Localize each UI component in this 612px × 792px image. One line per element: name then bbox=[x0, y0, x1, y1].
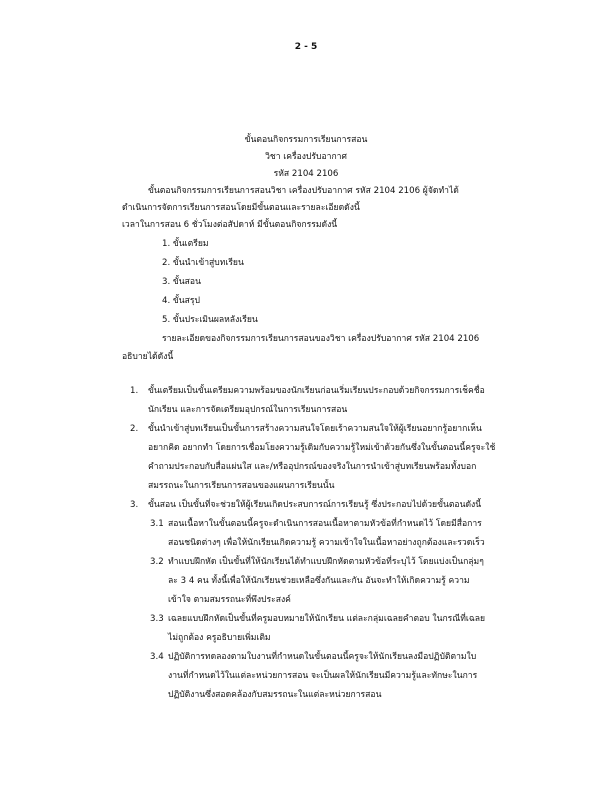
item-number: 1. bbox=[130, 386, 139, 396]
subitem-line: ไม่ถูกต้อง ครูอธิบายเพิ่มเติม bbox=[168, 633, 271, 643]
item-line: ขั้นเตรียมเป็นขั้นเตรียมความพร้อมของนักเรียนก่อนเริ่มเรียนประกอบด้วยกิจกรรมการเช็คชื่อ bbox=[148, 386, 485, 396]
item-line: สมรรถนะในการเรียนการสอนของแผนการเรียนนั้น bbox=[148, 481, 335, 491]
subitem-number: 3.1 bbox=[150, 519, 164, 529]
item-number: 2. bbox=[130, 424, 139, 434]
subitem-number: 3.3 bbox=[150, 614, 164, 624]
detail-intro: อธิบายได้ดังนี้ bbox=[122, 352, 174, 362]
subitem-number: 3.4 bbox=[150, 652, 164, 662]
step-list-item: 5. ขั้นประเมินผลหลังเรียน bbox=[162, 315, 258, 325]
item-line: นักเรียน และการจัดเตรียมอุปกรณ์ในการเรียนการสอน bbox=[148, 405, 348, 415]
step-list-item: 3. ขั้นสอน bbox=[162, 277, 201, 287]
subitem-line: ละ 3 4 คน ทั้งนี้เพื่อให้นักเรียนช่วยเหลือซึ่งกันและกัน อันจะทำให้เกิดความรู้ ความ bbox=[168, 576, 470, 586]
item-line: คำถามประกอบกับสื่อแผ่นใส และ/หรืออุปกรณ์ของจริงในการนำเข้าสู่บทเรียนพร้อมทั้งบอก bbox=[148, 462, 477, 472]
subitem-line: สอนเนื้อหาในขั้นตอนนี้ครูจะดำเนินการสอนเนื้อหาตามหัวข้อที่กำหนดไว้ โดยมีสื่อการ bbox=[168, 519, 482, 529]
step-list-item: 1. ขั้นเตรียม bbox=[162, 239, 209, 249]
step-list-item: 2. ขั้นนำเข้าสู่บทเรียน bbox=[162, 258, 244, 268]
subitem-line: ทำแบบฝึกหัด เป็นขั้นที่ให้นักเรียนได้ทำแบบฝึกหัดตามหัวข้อที่ระบุไว้ โดยแบ่งเป็นกลุ่มๆ bbox=[168, 557, 484, 567]
doc-code: รหัส 2104 2106 bbox=[273, 169, 339, 179]
intro-line: ดำเนินการจัดการเรียนการสอนโดยมีขั้นตอนและรายละเอียดดังนี้ bbox=[122, 203, 360, 213]
item-number: 3. bbox=[130, 500, 139, 510]
subitem-line: เข้าใจ ตามสมรรถนะที่พึงประสงค์ bbox=[168, 595, 291, 605]
subitem-number: 3.2 bbox=[150, 557, 164, 567]
intro-line: ขั้นตอนกิจกรรมการเรียนการสอนวิชา เครื่องปรับอากาศ รหัส 2104 2106 ผู้จัดทำได้ bbox=[148, 186, 459, 196]
item-line: อยากคิด อยากทำ โดยการเชื่อมโยงความรู้เดิมกับความรู้ใหม่เข้าด้วยกันซึ่งในขั้นตอนนี้ครูจะใช้ bbox=[148, 443, 496, 453]
doc-title: ขั้นตอนกิจกรรมการเรียนการสอน bbox=[244, 135, 368, 145]
subitem-line: งานที่กำหนดไว้ในแต่ละหน่วยการสอน จะเป็นผลให้นักเรียนมีความรู้และทักษะในการ bbox=[168, 671, 478, 681]
subitem-line: ปฏิบัติการทดลองตามใบงานที่กำหนดในขั้นตอนนี้ครูจะให้นักเรียนลงมือปฏิบัติตามใบ bbox=[168, 652, 477, 662]
subitem-line: ปฏิบัติงานซึ่งสอดคล้องกับสมรรถนะในแต่ละหน่วยการสอน bbox=[168, 690, 382, 700]
detail-intro: รายละเอียดของกิจกรรมการเรียนการสอนของวิชา เครื่องปรับอากาศ รหัส 2104 2106 bbox=[162, 334, 480, 344]
step-list-item: 4. ขั้นสรุป bbox=[162, 296, 200, 306]
item-line: ขั้นนำเข้าสู่บทเรียนเป็นขั้นการสร้างความสนใจโดยเร้าความสนใจให้ผู้เรียนอยากรู้อยากเห็น bbox=[148, 424, 482, 434]
doc-subject: วิชา เครื่องปรับอากาศ bbox=[265, 152, 347, 162]
intro-line: เวลาในการสอน 6 ชั่วโมงต่อสัปดาห์ มีขั้นตอนกิจกรรมดังนี้ bbox=[122, 220, 338, 230]
item-line: ขั้นสอน เป็นขั้นที่จะช่วยให้ผู้เรียนเกิดประสบการณ์การเรียนรู้ ซึ่งประกอบไปด้วยขั้นตอนดังนี้ bbox=[148, 500, 482, 510]
page-number: 2 - 5 bbox=[294, 42, 318, 52]
subitem-line: เฉลยแบบฝึกหัดเป็นขั้นที่ครูมอบหมายให้นักเรียน แต่ละกลุ่มเฉลยคำตอบ ในกรณีที่เฉลย bbox=[168, 614, 486, 624]
subitem-line: สอนชนิดต่างๆ เพื่อให้นักเรียนเกิดความรู้ ความเข้าใจในเนื้อหาอย่างถูกต้องและรวดเร็ว bbox=[168, 538, 485, 548]
